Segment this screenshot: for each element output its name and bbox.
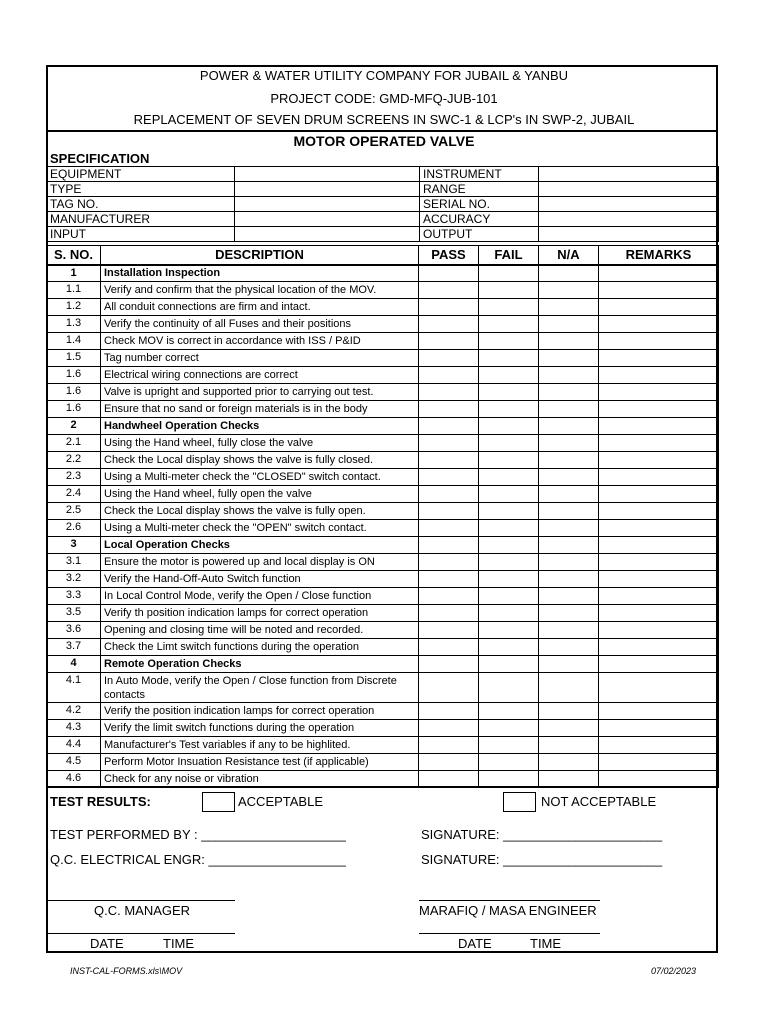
fail-cell[interactable] — [479, 605, 539, 622]
spec-label: SPECIFICATION — [50, 151, 150, 166]
table-row — [47, 737, 719, 754]
spec-label-left: MANUFACTURER — [47, 212, 235, 227]
row-number: 1 — [47, 265, 101, 282]
time-label-left: TIME — [163, 936, 195, 951]
fail-cell[interactable] — [479, 367, 539, 384]
project-title: REPLACEMENT OF SEVEN DRUM SCREENS IN SWC-1 & LCP's IN SWP-2, JUBAIL — [133, 112, 635, 127]
col-description: DESCRIPTION — [101, 246, 419, 265]
remarks-cell[interactable] — [599, 367, 719, 384]
row-description: Ensure that no sand or foreign materials is in the body — [101, 401, 419, 418]
pass-cell[interactable] — [419, 720, 479, 737]
table-row — [47, 350, 719, 367]
table-row — [47, 754, 719, 771]
pass-cell[interactable] — [419, 469, 479, 486]
qc-manager-label: Q.C. MANAGER — [94, 903, 191, 918]
qc-manager-date-line — [46, 933, 235, 934]
na-cell[interactable] — [539, 367, 599, 384]
remarks-cell[interactable] — [599, 401, 719, 418]
spec-label-right: SERIAL NO. — [420, 197, 539, 212]
spec-label-left: TAG NO. — [47, 197, 235, 212]
table-row — [47, 554, 719, 571]
pass-cell[interactable] — [419, 316, 479, 333]
row-description: Check the Local display shows the valve is fully closed. — [101, 452, 419, 469]
spec-value-left[interactable] — [235, 167, 420, 182]
table-row — [47, 622, 719, 639]
row-description: In Auto Mode, verify the Open / Close function from Discrete contacts — [101, 673, 419, 703]
remarks-cell[interactable] — [599, 486, 719, 503]
remarks-cell[interactable] — [599, 435, 719, 452]
remarks-cell[interactable] — [599, 571, 719, 588]
row-description: In Local Control Mode, verify the Open / Close function — [101, 588, 419, 605]
remarks-cell[interactable] — [599, 333, 719, 350]
spec-row — [47, 182, 719, 197]
row-number: 4.5 — [47, 754, 101, 771]
fail-cell[interactable] — [479, 737, 539, 754]
fail-cell[interactable] — [479, 384, 539, 401]
row-number: 2.2 — [47, 452, 101, 469]
fail-cell[interactable] — [479, 435, 539, 452]
pass-cell[interactable] — [419, 265, 479, 282]
row-number: 1.1 — [47, 282, 101, 299]
fail-cell[interactable] — [479, 333, 539, 350]
table-row — [47, 469, 719, 486]
remarks-cell[interactable] — [599, 656, 719, 673]
marafiq-signature-line — [419, 900, 600, 901]
spec-row — [47, 212, 719, 227]
remarks-cell[interactable] — [599, 605, 719, 622]
spec-label-left: TYPE — [47, 182, 235, 197]
pass-cell[interactable] — [419, 384, 479, 401]
na-cell[interactable] — [539, 622, 599, 639]
pass-cell[interactable] — [419, 486, 479, 503]
table-row — [47, 639, 719, 656]
row-description: Verify and confirm that the physical location of the MOV. — [101, 282, 419, 299]
na-cell[interactable] — [539, 282, 599, 299]
qc-manager-signature-line — [46, 900, 235, 901]
row-number: 1.4 — [47, 333, 101, 350]
row-number: 3 — [47, 537, 101, 554]
pass-cell[interactable] — [419, 452, 479, 469]
table-row — [47, 316, 719, 333]
na-cell[interactable] — [539, 554, 599, 571]
pass-cell[interactable] — [419, 656, 479, 673]
fail-cell[interactable] — [479, 452, 539, 469]
row-number: 3.3 — [47, 588, 101, 605]
pass-cell[interactable] — [419, 737, 479, 754]
pass-cell[interactable] — [419, 299, 479, 316]
row-number: 4.2 — [47, 703, 101, 720]
na-cell[interactable] — [539, 350, 599, 367]
row-number: 3.2 — [47, 571, 101, 588]
table-row — [47, 771, 719, 788]
na-cell[interactable] — [539, 537, 599, 554]
pass-cell[interactable] — [419, 435, 479, 452]
row-description: Using the Hand wheel, fully open the valve — [101, 486, 419, 503]
fail-cell[interactable] — [479, 554, 539, 571]
marafiq-label: MARAFIQ / MASA ENGINEER — [419, 903, 597, 918]
section-row — [47, 265, 719, 282]
na-cell[interactable] — [539, 333, 599, 350]
table-row — [47, 486, 719, 503]
spec-row — [47, 167, 719, 182]
na-cell[interactable] — [539, 418, 599, 435]
row-number: 4 — [47, 656, 101, 673]
row-description: Check the Local display shows the valve is fully open. — [101, 503, 419, 520]
row-number: 3.7 — [47, 639, 101, 656]
row-number: 3.5 — [47, 605, 101, 622]
pass-cell[interactable] — [419, 333, 479, 350]
section-row — [47, 537, 719, 554]
row-number: 4.3 — [47, 720, 101, 737]
fail-cell[interactable] — [479, 350, 539, 367]
na-cell[interactable] — [539, 571, 599, 588]
column-header-row — [47, 246, 719, 265]
pass-cell[interactable] — [419, 639, 479, 656]
col-remarks: REMARKS — [599, 246, 719, 265]
remarks-cell[interactable] — [599, 554, 719, 571]
na-cell[interactable] — [539, 656, 599, 673]
date-label-right: DATE — [458, 936, 492, 951]
fail-cell[interactable] — [479, 537, 539, 554]
fail-cell[interactable] — [479, 503, 539, 520]
row-description: Verify the limit switch functions during the operation — [101, 720, 419, 737]
row-number: 4.1 — [47, 673, 101, 703]
na-cell[interactable] — [539, 520, 599, 537]
time-label-right: TIME — [530, 936, 562, 951]
fail-cell[interactable] — [479, 299, 539, 316]
pass-cell[interactable] — [419, 418, 479, 435]
pass-cell[interactable] — [419, 282, 479, 299]
pass-cell[interactable] — [419, 571, 479, 588]
na-cell[interactable] — [539, 299, 599, 316]
spec-value-left[interactable] — [235, 212, 420, 227]
row-description: Check MOV is correct in accordance with ISS / P&ID — [101, 333, 419, 350]
table-row — [47, 384, 719, 401]
signature-field-1[interactable]: SIGNATURE: ______________________ — [421, 827, 663, 842]
row-description: Installation Inspection — [101, 265, 419, 282]
row-number: 2.5 — [47, 503, 101, 520]
row-description: Verify the continuity of all Fuses and their positions — [101, 316, 419, 333]
table-row — [47, 571, 719, 588]
row-number: 2.3 — [47, 469, 101, 486]
na-cell[interactable] — [539, 503, 599, 520]
table-row — [47, 401, 719, 418]
col-fail: FAIL — [479, 246, 539, 265]
spec-label-right: INSTRUMENT — [420, 167, 539, 182]
marafiq-date-line — [419, 933, 600, 934]
spec-value-left[interactable] — [235, 182, 420, 197]
remarks-cell[interactable] — [599, 737, 719, 754]
pass-cell[interactable] — [419, 588, 479, 605]
acceptable-label: ACCEPTABLE — [238, 794, 324, 809]
row-description: Using a Multi-meter check the "CLOSED" switch contact. — [101, 469, 419, 486]
row-number: 2 — [47, 418, 101, 435]
remarks-cell[interactable] — [599, 588, 719, 605]
acceptable-checkbox[interactable] — [202, 792, 235, 812]
row-description: Opening and closing time will be noted and recorded. — [101, 622, 419, 639]
row-description: Verify the Hand-Off-Auto Switch function — [101, 571, 419, 588]
pass-cell[interactable] — [419, 605, 479, 622]
row-number: 4.4 — [47, 737, 101, 754]
spec-label-left: INPUT — [47, 227, 235, 242]
remarks-cell[interactable] — [599, 703, 719, 720]
remarks-cell[interactable] — [599, 452, 719, 469]
row-number: 1.3 — [47, 316, 101, 333]
remarks-cell[interactable] — [599, 469, 719, 486]
remarks-cell[interactable] — [599, 771, 719, 788]
row-number: 3.6 — [47, 622, 101, 639]
pass-cell[interactable] — [419, 537, 479, 554]
col-sno: S. NO. — [47, 246, 101, 265]
spec-value-right[interactable] — [539, 197, 719, 212]
fail-cell[interactable] — [479, 720, 539, 737]
table-row — [47, 367, 719, 384]
pass-cell[interactable] — [419, 401, 479, 418]
row-number: 2.6 — [47, 520, 101, 537]
fail-cell[interactable] — [479, 571, 539, 588]
spec-value-right[interactable] — [539, 182, 719, 197]
table-row — [47, 503, 719, 520]
fail-cell[interactable] — [479, 656, 539, 673]
not-acceptable-checkbox[interactable] — [503, 792, 536, 812]
row-number: 2.1 — [47, 435, 101, 452]
form-title: MOTOR OPERATED VALVE — [293, 133, 475, 149]
fail-cell[interactable] — [479, 282, 539, 299]
fail-cell[interactable] — [479, 673, 539, 703]
fail-cell[interactable] — [479, 588, 539, 605]
na-cell[interactable] — [539, 673, 599, 703]
na-cell[interactable] — [539, 435, 599, 452]
table-row — [47, 435, 719, 452]
section-row — [47, 418, 719, 435]
remarks-cell[interactable] — [599, 282, 719, 299]
fail-cell[interactable] — [479, 401, 539, 418]
project-code: PROJECT CODE: GMD-MFQ-JUB-101 — [270, 91, 498, 106]
pass-cell[interactable] — [419, 520, 479, 537]
pass-cell[interactable] — [419, 367, 479, 384]
date-label-left: DATE — [90, 936, 124, 951]
row-description: Ensure the motor is powered up and local display is ON — [101, 554, 419, 571]
na-cell[interactable] — [539, 703, 599, 720]
remarks-cell[interactable] — [599, 520, 719, 537]
table-row — [47, 673, 719, 703]
row-description: Valve is upright and supported prior to carrying out test. — [101, 384, 419, 401]
row-description: Handwheel Operation Checks — [101, 418, 419, 435]
company-name: POWER & WATER UTILITY COMPANY FOR JUBAIL & YANBU — [199, 68, 569, 83]
na-cell[interactable] — [539, 316, 599, 333]
remarks-cell[interactable] — [599, 673, 719, 703]
row-description: Remote Operation Checks — [101, 656, 419, 673]
fail-cell[interactable] — [479, 316, 539, 333]
results-divider — [46, 786, 718, 788]
pass-cell[interactable] — [419, 554, 479, 571]
test-performed-by[interactable]: TEST PERFORMED BY : ____________________ — [50, 827, 346, 842]
spec-label-left: EQUIPMENT — [47, 167, 235, 182]
spec-value-left[interactable] — [235, 227, 420, 242]
row-description: Tag number correct — [101, 350, 419, 367]
spec-row — [47, 197, 719, 212]
pass-cell[interactable] — [419, 771, 479, 788]
fail-cell[interactable] — [479, 265, 539, 282]
remarks-cell[interactable] — [599, 265, 719, 282]
na-cell[interactable] — [539, 265, 599, 282]
spec-label-right: OUTPUT — [420, 227, 539, 242]
table-row — [47, 703, 719, 720]
spec-label-right: ACCURACY — [420, 212, 539, 227]
na-cell[interactable] — [539, 737, 599, 754]
signature-field-2[interactable]: SIGNATURE: ______________________ — [421, 852, 663, 867]
remarks-cell[interactable] — [599, 418, 719, 435]
pass-cell[interactable] — [419, 673, 479, 703]
na-cell[interactable] — [539, 605, 599, 622]
table-row — [47, 720, 719, 737]
spec-value-right[interactable] — [539, 212, 719, 227]
not-acceptable-label: NOT ACCEPTABLE — [541, 794, 657, 809]
row-description: All conduit connections are firm and intact. — [101, 299, 419, 316]
na-cell[interactable] — [539, 452, 599, 469]
remarks-cell[interactable] — [599, 537, 719, 554]
fail-cell[interactable] — [479, 771, 539, 788]
row-number: 2.4 — [47, 486, 101, 503]
row-number: 4.6 — [47, 771, 101, 788]
na-cell[interactable] — [539, 639, 599, 656]
remarks-cell[interactable] — [599, 754, 719, 771]
fail-cell[interactable] — [479, 486, 539, 503]
na-cell[interactable] — [539, 469, 599, 486]
remarks-cell[interactable] — [599, 622, 719, 639]
row-number: 3.1 — [47, 554, 101, 571]
spec-label-right: RANGE — [420, 182, 539, 197]
remarks-cell[interactable] — [599, 384, 719, 401]
row-description: Check the Limt switch functions during the operation — [101, 639, 419, 656]
fail-cell[interactable] — [479, 418, 539, 435]
na-cell[interactable] — [539, 486, 599, 503]
fail-cell[interactable] — [479, 703, 539, 720]
row-description: Using a Multi-meter check the "OPEN" switch contact. — [101, 520, 419, 537]
spec-value-left[interactable] — [235, 197, 420, 212]
checklist-table — [46, 245, 719, 788]
remarks-cell[interactable] — [599, 350, 719, 367]
row-number: 1.6 — [47, 401, 101, 418]
table-row — [47, 605, 719, 622]
pass-cell[interactable] — [419, 350, 479, 367]
spec-value-right[interactable] — [539, 227, 719, 242]
table-row — [47, 452, 719, 469]
spec-value-right[interactable] — [539, 167, 719, 182]
row-description: Verify the position indication lamps for correct operation — [101, 703, 419, 720]
remarks-cell[interactable] — [599, 503, 719, 520]
pass-cell[interactable] — [419, 503, 479, 520]
na-cell[interactable] — [539, 384, 599, 401]
na-cell[interactable] — [539, 588, 599, 605]
row-description: Check for any noise or vibration — [101, 771, 419, 788]
row-description: Perform Motor Insuation Resistance test (if applicable) — [101, 754, 419, 771]
test-results-label: TEST RESULTS: — [50, 794, 151, 809]
fail-cell[interactable] — [479, 622, 539, 639]
row-description: Manufacturer's Test variables if any to be highlited. — [101, 737, 419, 754]
na-cell[interactable] — [539, 754, 599, 771]
row-description: Local Operation Checks — [101, 537, 419, 554]
remarks-cell[interactable] — [599, 639, 719, 656]
pass-cell[interactable] — [419, 754, 479, 771]
table-row — [47, 333, 719, 350]
footer-file-ref: INST-CAL-FORMS.xls\MOV — [70, 966, 183, 976]
header-divider — [46, 130, 718, 132]
row-number: 1.2 — [47, 299, 101, 316]
qc-electrical-engr[interactable]: Q.C. ELECTRICAL ENGR: ___________________ — [50, 852, 346, 867]
table-row — [47, 299, 719, 316]
col-na: N/A — [539, 246, 599, 265]
remarks-cell[interactable] — [599, 316, 719, 333]
table-row — [47, 588, 719, 605]
spec-row — [47, 227, 719, 242]
remarks-cell[interactable] — [599, 720, 719, 737]
row-number: 1.6 — [47, 367, 101, 384]
section-row — [47, 656, 719, 673]
row-number: 1.6 — [47, 384, 101, 401]
spec-table — [46, 166, 719, 242]
row-description: Using the Hand wheel, fully close the valve — [101, 435, 419, 452]
row-description: Verify th position indication lamps for correct operation — [101, 605, 419, 622]
pass-cell[interactable] — [419, 622, 479, 639]
fail-cell[interactable] — [479, 754, 539, 771]
na-cell[interactable] — [539, 720, 599, 737]
fail-cell[interactable] — [479, 520, 539, 537]
remarks-cell[interactable] — [599, 299, 719, 316]
footer-date: 07/02/2023 — [651, 966, 697, 976]
table-row — [47, 520, 719, 537]
table-row — [47, 282, 719, 299]
fail-cell[interactable] — [479, 639, 539, 656]
na-cell[interactable] — [539, 401, 599, 418]
row-description: Electrical wiring connections are correct — [101, 367, 419, 384]
fail-cell[interactable] — [479, 469, 539, 486]
pass-cell[interactable] — [419, 703, 479, 720]
na-cell[interactable] — [539, 771, 599, 788]
row-number: 1.5 — [47, 350, 101, 367]
col-pass: PASS — [419, 246, 479, 265]
